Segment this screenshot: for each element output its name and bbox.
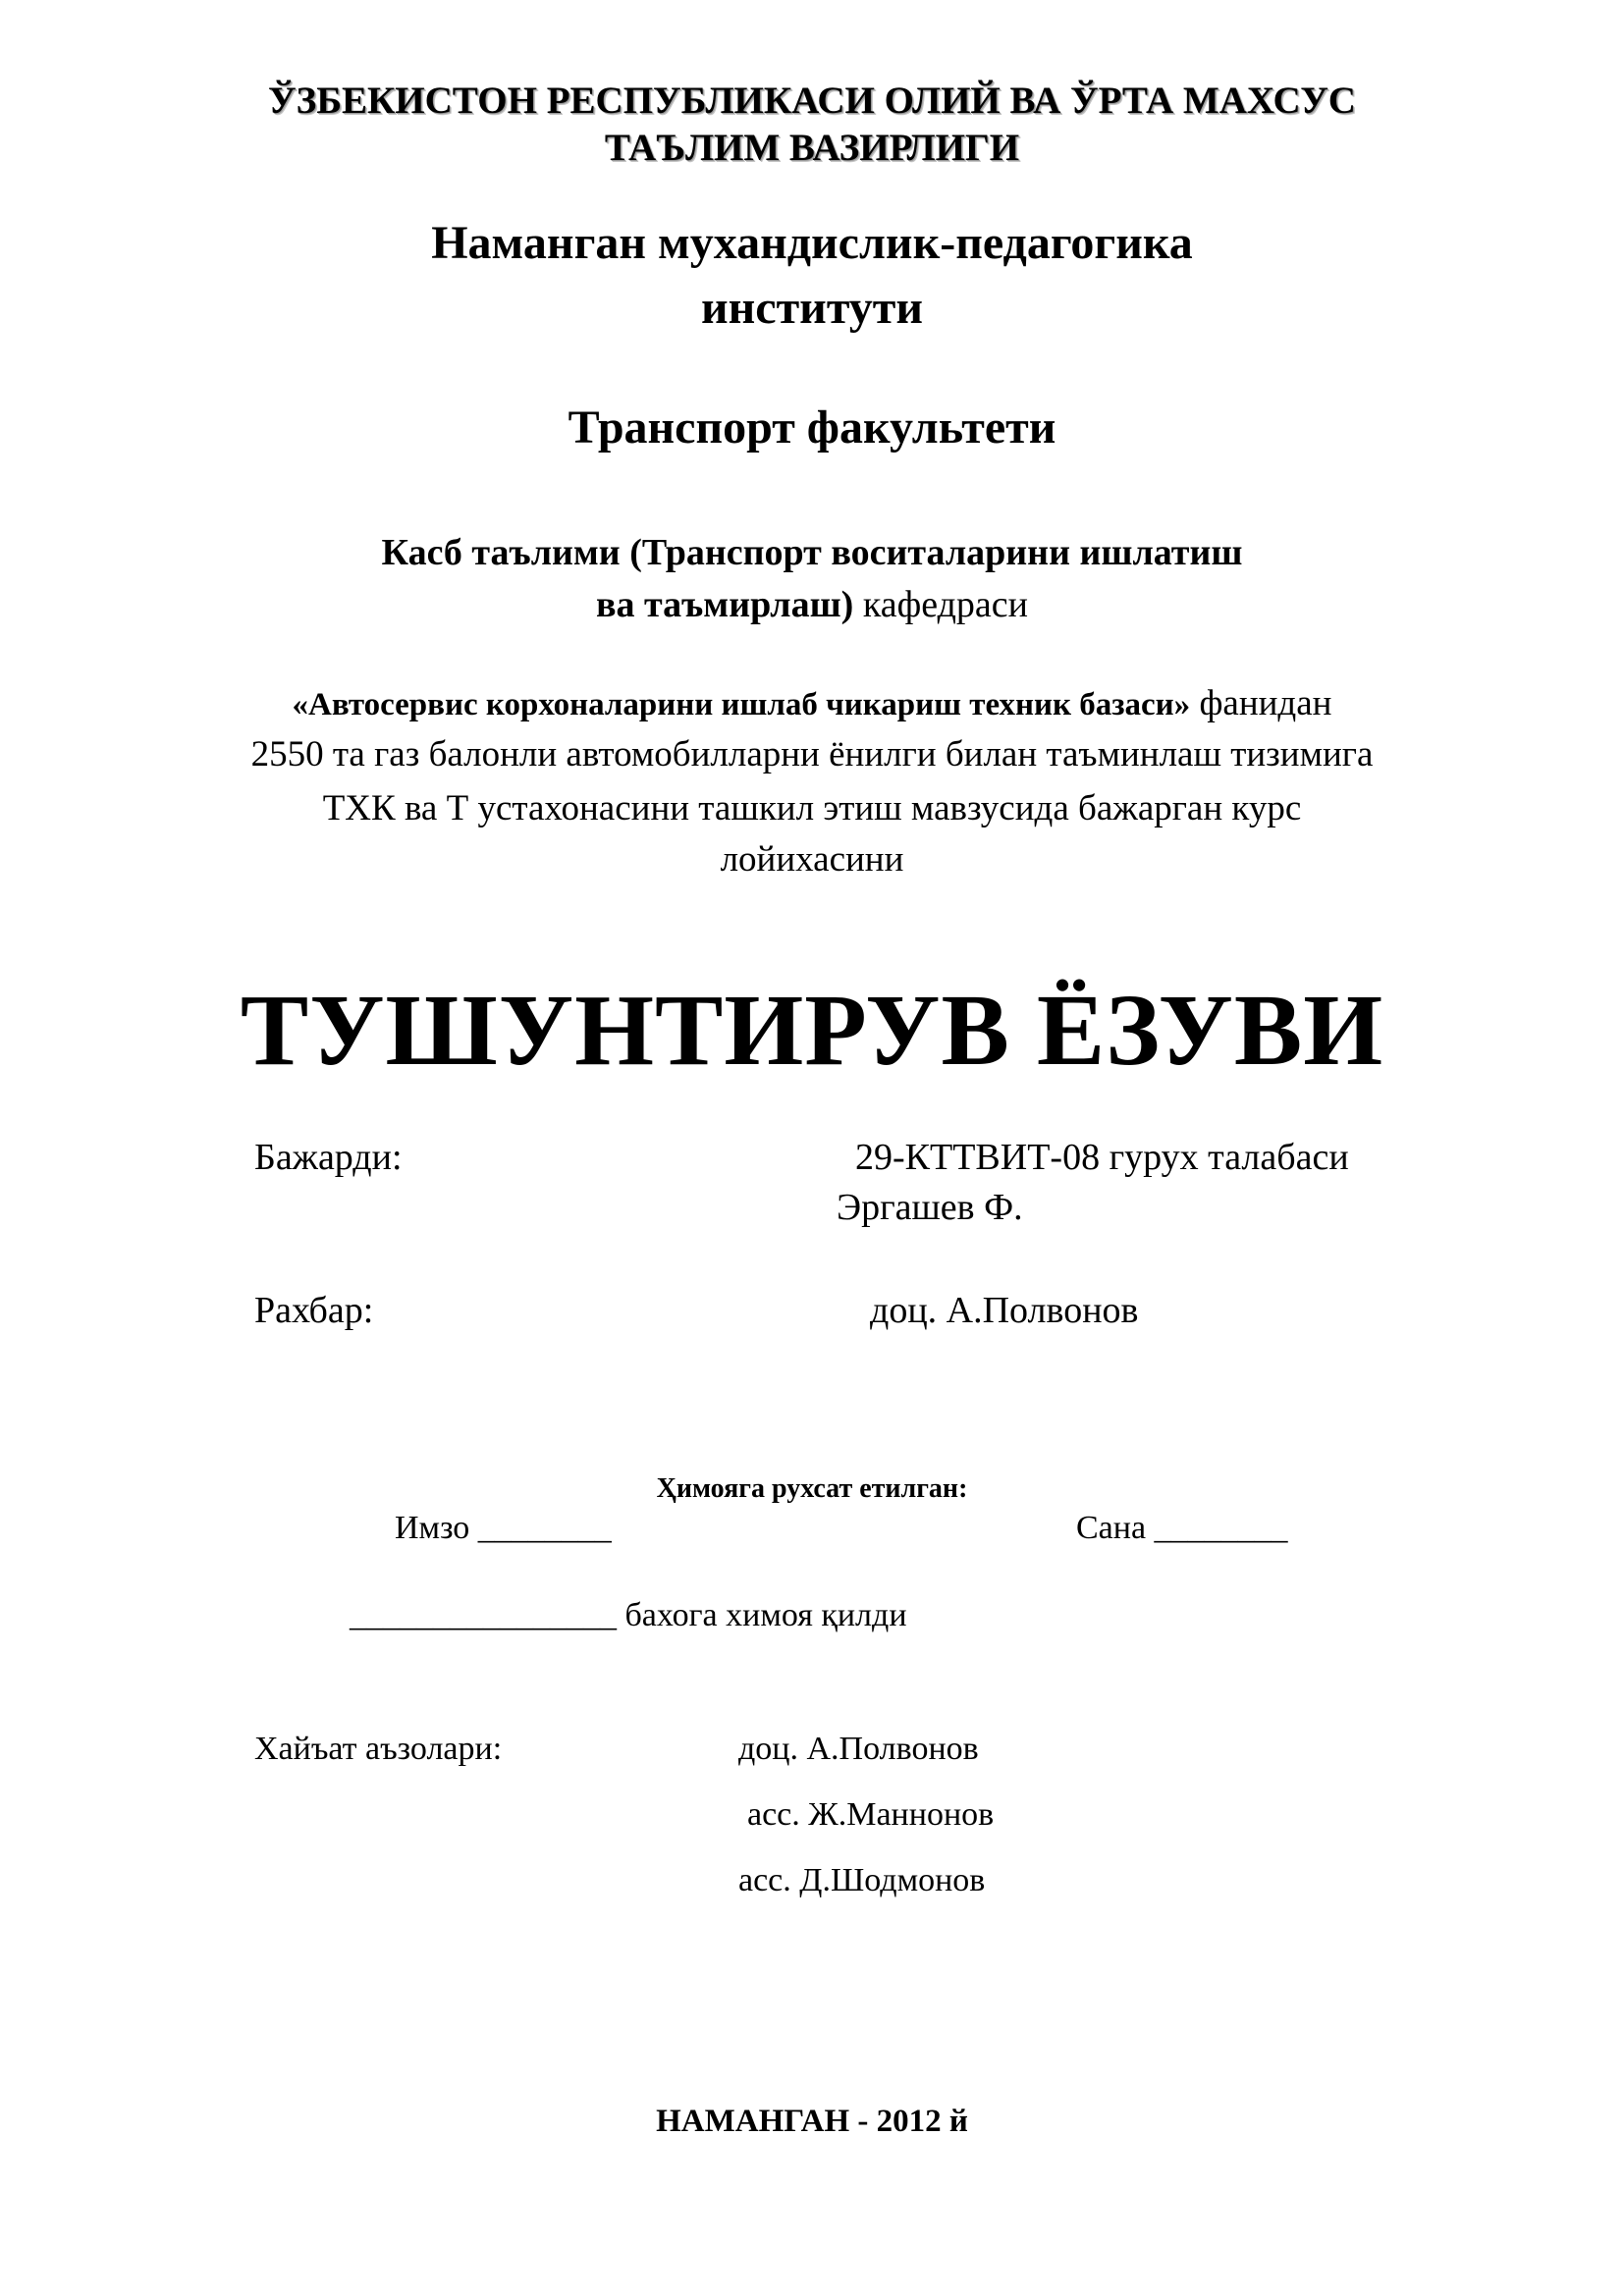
supervisor-label: Рахбар: [254,1290,374,1331]
subject-line-3: ТХК ва Т устахонасини ташкил этиш мавзусида бажарган курс [322,788,1302,828]
date-field: Сана ________ [1076,1510,1288,1546]
ministry-line-1: ЎЗБЕКИСТОН РЕСПУБЛИКАСИ ОЛИЙ ВА ЎРТА МАХСУС [268,80,1356,122]
subject-line-1 [0,680,1624,728]
faculty-name: Транспорт факультети [568,401,1056,454]
committee-member: асс. Ж.Маннонов [747,1796,995,1833]
supervisor-name: доц. А.Полвонов [870,1290,1139,1331]
ministry-line-2: ТАЪЛИМ ВАЗИРЛИГИ [604,127,1020,169]
defense-permitted: Ҳимояга рухсат етилган: [656,1473,968,1504]
performer-group: 29-КТТВИТ-08 гурух талабаси [855,1137,1349,1178]
signature-field: Имзо ________ [395,1510,612,1546]
discipline-name: «Автосервис корхоналарини ишлаб чикариш техник базаси» [292,687,1191,722]
institute-line-2: институти [700,282,924,334]
committee-label: Хайъат аъзолари: [254,1731,503,1767]
department-line-2-bold: ва таъмирлаш) [596,584,854,625]
institute-line-1: Наманган мухандислик-педагогика [431,217,1193,269]
discipline-suffix: фанидан [1190,683,1332,723]
subject-line-4: лойихасини [720,839,904,880]
subject-line-2: 2550 та газ балонли автомобилларни ёнилги билан таъминлаш тизимига [250,734,1374,774]
department-line-1: Касб таълими (Транспорт воситаларини ишлатиш [381,532,1243,573]
committee-member: доц. А.Полвонов [738,1731,979,1767]
department-line-2 [0,577,1624,632]
footer-city-year: НАМАНГАН - 2012 й [656,2104,968,2139]
performer-label: Бажарди: [254,1137,403,1178]
committee-member: асс. Д.Шодмонов [738,1862,986,1898]
performer-name: Эргашев Ф. [837,1187,1023,1228]
department-line-2-rest: кафедраси [853,584,1028,625]
grade-field: ________________ бахога химоя қилди [350,1597,907,1633]
document-title: ТУШУНТИРУВ ЁЗУВИ [240,974,1384,1087]
